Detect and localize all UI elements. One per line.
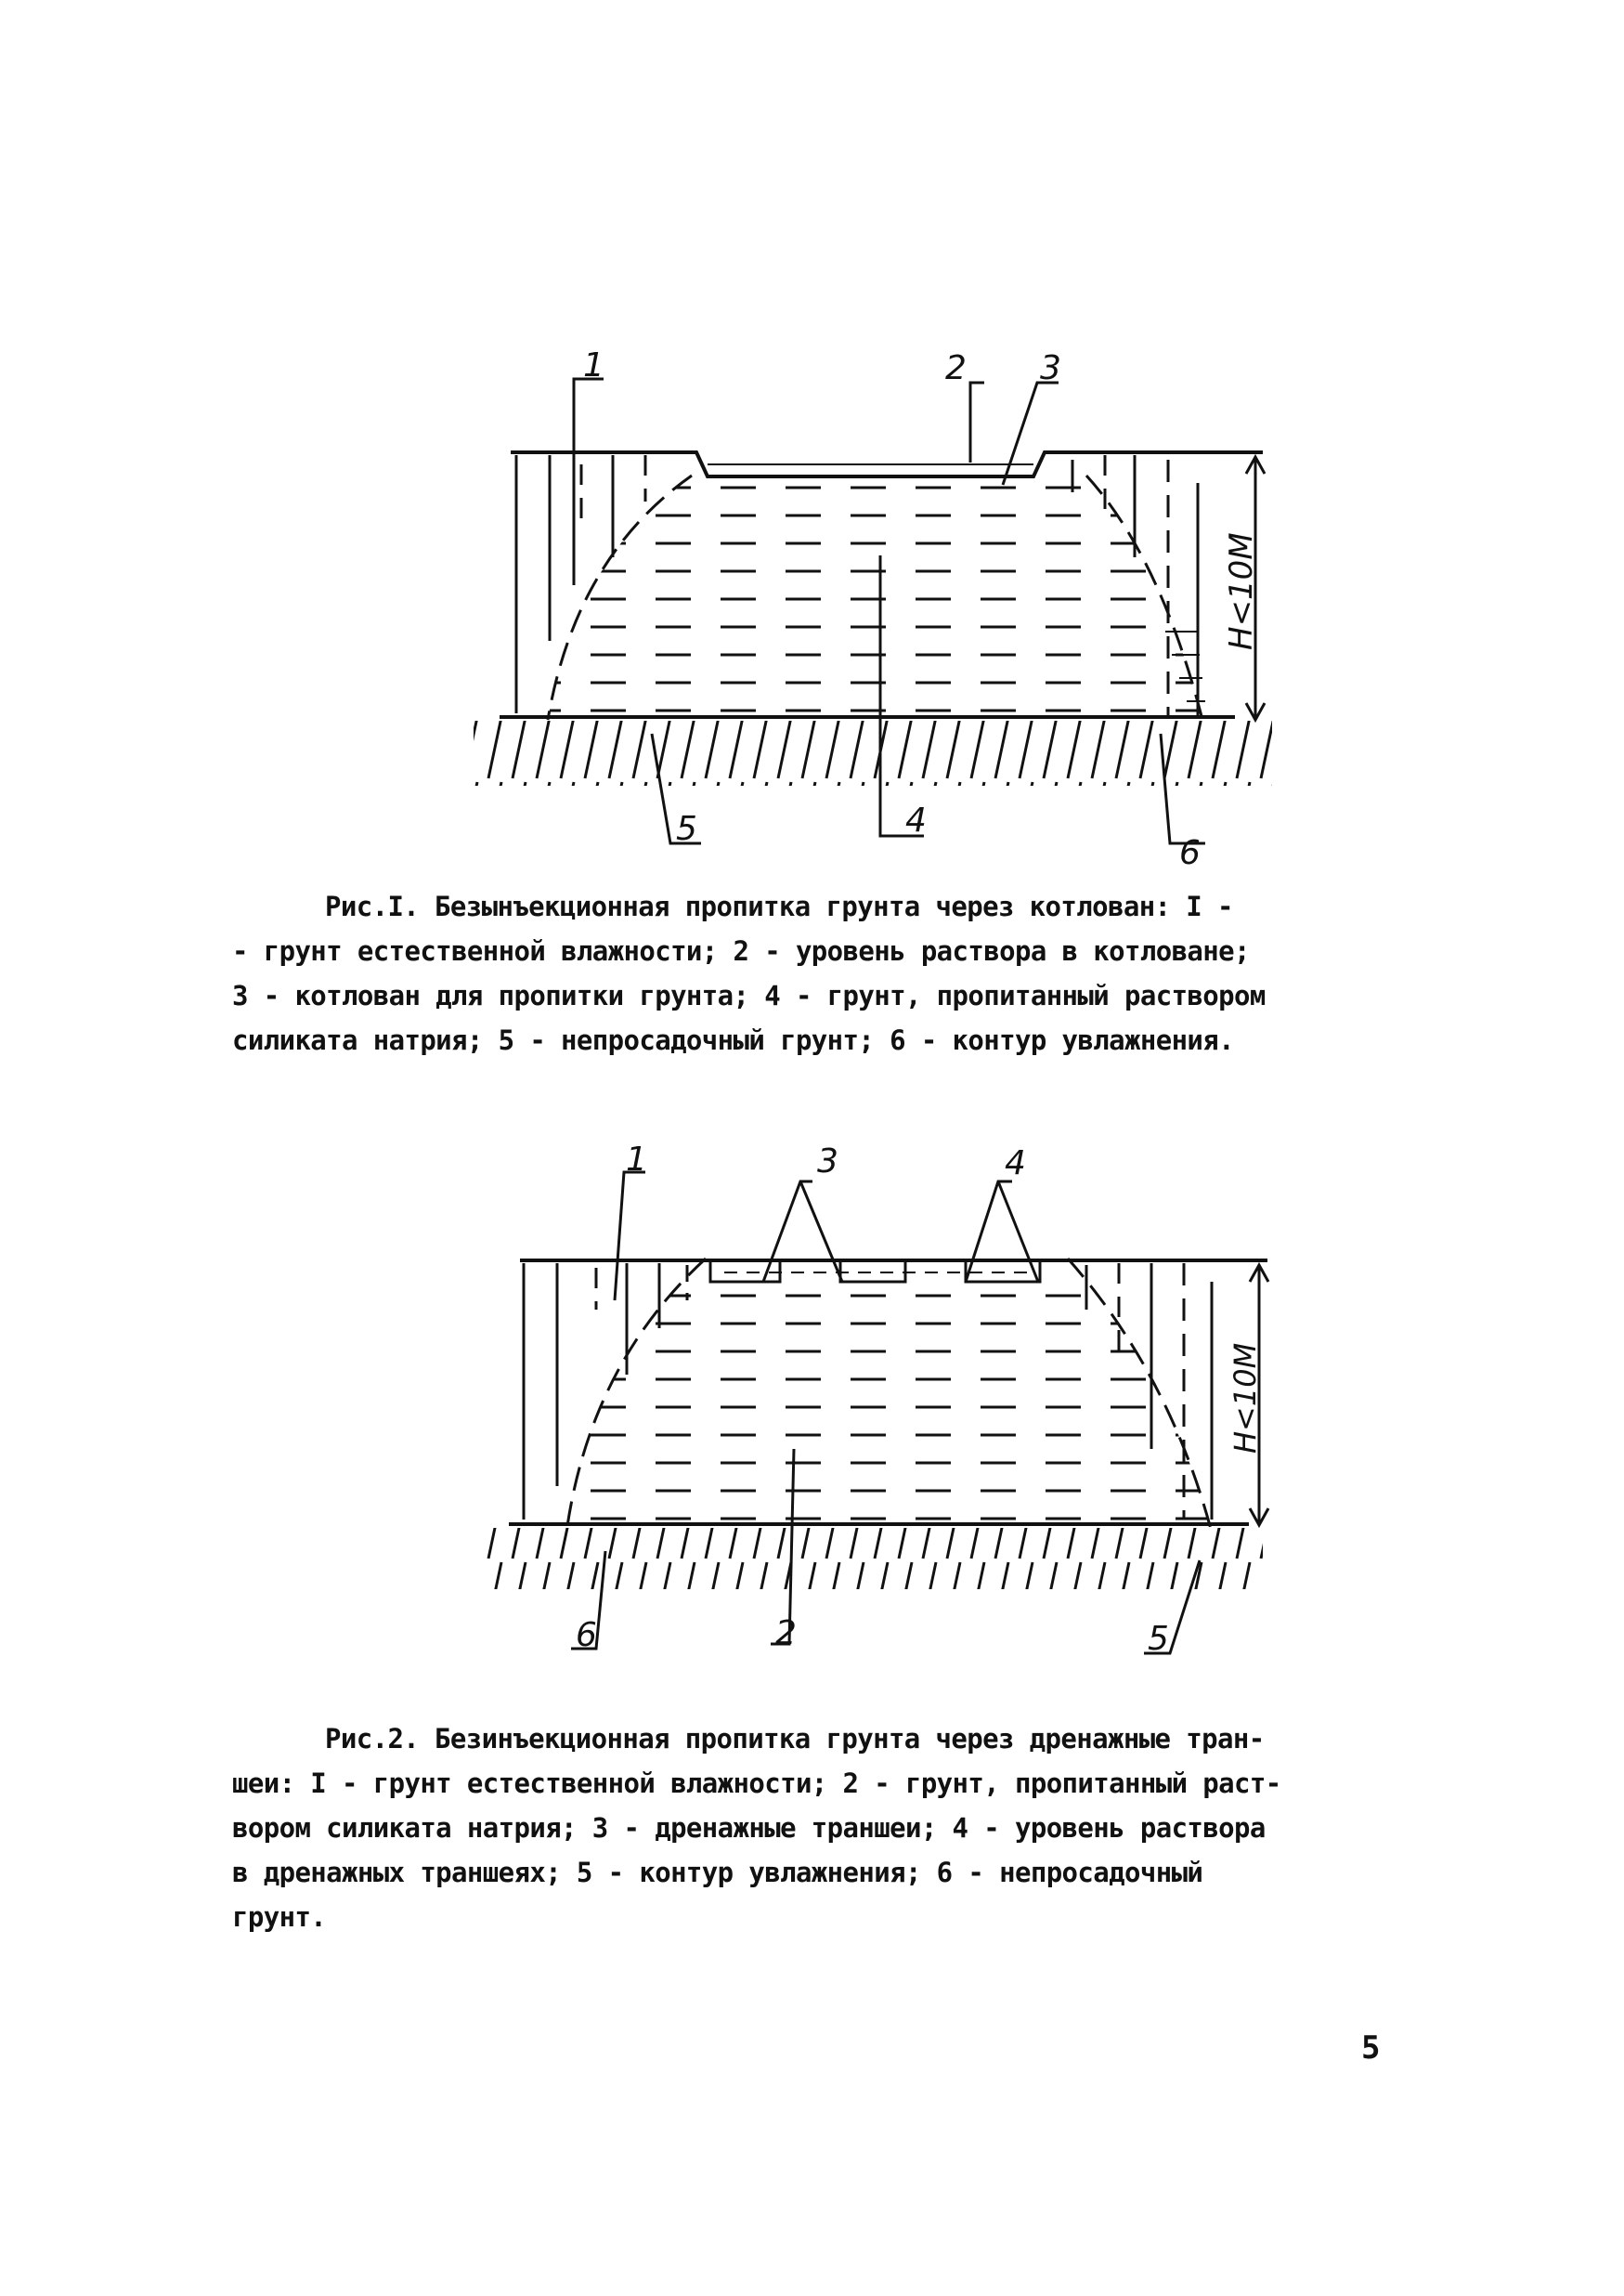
figure-1-caption: [232, 884, 1384, 1063]
fig2-callout-2: 2: [775, 1614, 797, 1652]
caption-line: 3 - котлован для пропитки грунта; 4 - грунт, пропитанный раствором: [232, 980, 1266, 1011]
caption-line: шеи: I - грунт естественной влажности; 2 - грунт, пропитанный раст-: [232, 1768, 1281, 1799]
fig1-dimension-label: H<10M: [1223, 532, 1260, 650]
caption-line: Рис.2. Безинъекционная пропитка грунта через дренажные тран-: [325, 1723, 1265, 1755]
fig2-drainage-trenches: [710, 1260, 1040, 1282]
fig1-impregnated-soil: [539, 476, 1216, 717]
caption-line: силиката натрия; 5 - непросадочный грунт; 6 - контур увлажнения.: [232, 1024, 1235, 1056]
fig1-callout-1: 1: [583, 346, 604, 385]
fig1-callout-3: 3: [1040, 349, 1061, 387]
figure-1: [474, 346, 1272, 872]
page-number: 5: [1361, 2029, 1381, 2067]
fig1-callout-6: 6: [1179, 834, 1201, 872]
fig2-impregnated-soil: [557, 1282, 1226, 1525]
fig2-callout-6: 6: [576, 1616, 597, 1654]
caption-line: Рис.I. Безынъекционная пропитка грунта через котлован: I -: [325, 891, 1233, 922]
fig1-callout-5: 5: [676, 810, 697, 848]
caption-line: вором силиката натрия; 3 - дренажные траншеи; 4 - уровень раствора: [232, 1812, 1266, 1844]
fig1-callout-2: 2: [945, 349, 967, 387]
fig2-callout-3: 3: [817, 1142, 838, 1181]
fig2-hatching: [483, 1528, 1263, 1589]
fig2-dimension-label: H<10M: [1228, 1342, 1263, 1454]
fig2-callout-4: 4: [1005, 1144, 1026, 1182]
fig1-callout-4: 4: [905, 802, 927, 840]
caption-line: грунт.: [232, 1901, 327, 1933]
caption-line: в дренажных траншеях; 5 - контур увлажнения; 6 - непросадочный: [232, 1857, 1203, 1888]
caption-line: - грунт естественной влажности; 2 - уровень раствора в котловане;: [232, 935, 1250, 967]
figure-2: [483, 1141, 1268, 1658]
figure-2-caption: [232, 1716, 1384, 1939]
fig1-hatching: [474, 721, 1272, 786]
fig2-callout-1: 1: [626, 1141, 647, 1179]
fig2-callout-5: 5: [1148, 1620, 1169, 1658]
